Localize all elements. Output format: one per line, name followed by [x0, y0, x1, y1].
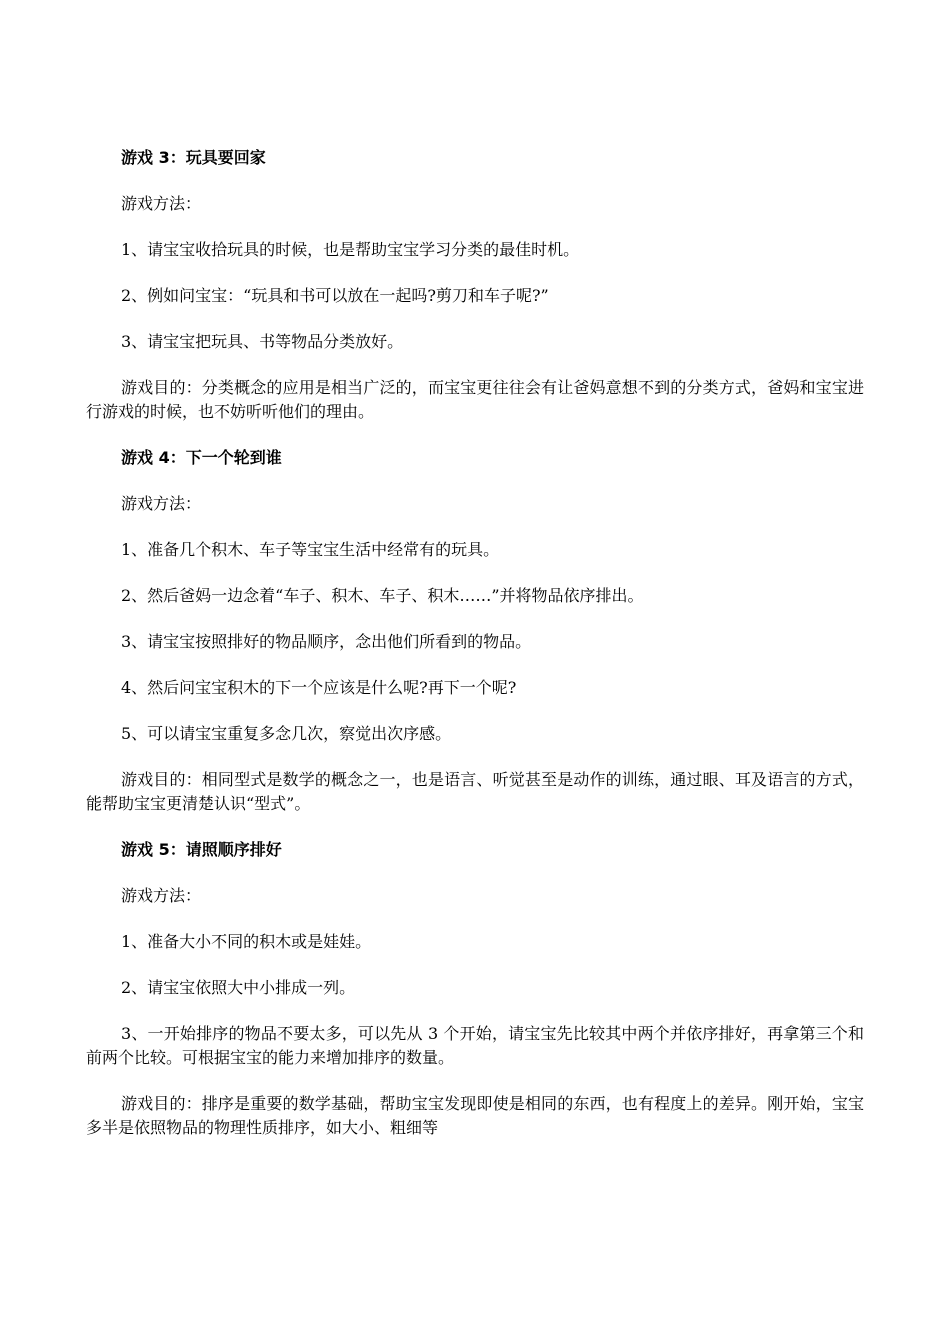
method-label: 游戏方法： — [121, 194, 202, 213]
step-item: 2、然后爸妈一边念着“车子、积木、车子、积木……”并将物品依序排出。 — [121, 586, 644, 605]
step-item: 3、请宝宝把玩具、书等物品分类放好。 — [121, 332, 404, 351]
section-game-5 — [86, 838, 864, 1140]
step-item: 3、一开始排序的物品不要太多，可以先从 3 个开始，请宝宝先比较其中两个并依序排好，再拿第三个和前两个比较。可根据宝宝的能力来增加排序的数量。 — [86, 1024, 864, 1067]
section-heading: 游戏 5：请照顺序排好 — [121, 840, 282, 859]
step-item: 1、准备几个积木、车子等宝宝生活中经常有的玩具。 — [121, 540, 500, 559]
step-item: 1、准备大小不同的积木或是娃娃。 — [121, 932, 372, 951]
purpose-paragraph: 游戏目的：分类概念的应用是相当广泛的，而宝宝更往往会有让爸妈意想不到的分类方式，爸妈和宝宝进行游戏的时候，也不妨听听他们的理由。 — [86, 378, 864, 421]
step-item: 1、请宝宝收拾玩具的时候，也是帮助宝宝学习分类的最佳时机。 — [121, 240, 580, 259]
method-label: 游戏方法： — [121, 494, 202, 513]
step-item: 5、可以请宝宝重复多念几次，察觉出次序感。 — [121, 724, 452, 743]
step-item: 4、然后问宝宝积木的下一个应该是什么呢?再下一个呢? — [121, 678, 517, 697]
method-label: 游戏方法： — [121, 886, 202, 905]
purpose-paragraph: 游戏目的：相同型式是数学的概念之一，也是语言、听觉甚至是动作的训练，通过眼、耳及语言的方式，能帮助宝宝更清楚认识“型式”。 — [86, 770, 864, 813]
step-item: 3、请宝宝按照排好的物品顺序，念出他们所看到的物品。 — [121, 632, 532, 651]
section-heading: 游戏 3：玩具要回家 — [121, 148, 266, 167]
purpose-paragraph: 游戏目的：排序是重要的数学基础，帮助宝宝发现即使是相同的东西，也有程度上的差异。刚开始，宝宝多半是依照物品的物理性质排序，如大小、粗细等 — [86, 1094, 864, 1137]
section-game-3 — [86, 146, 864, 424]
step-item: 2、例如问宝宝：“玩具和书可以放在一起吗?剪刀和车子呢?” — [121, 286, 549, 305]
step-item: 2、请宝宝依照大中小排成一列。 — [121, 978, 356, 997]
document-body — [86, 146, 864, 1162]
section-heading: 游戏 4：下一个轮到谁 — [121, 448, 282, 467]
section-game-4 — [86, 446, 864, 816]
